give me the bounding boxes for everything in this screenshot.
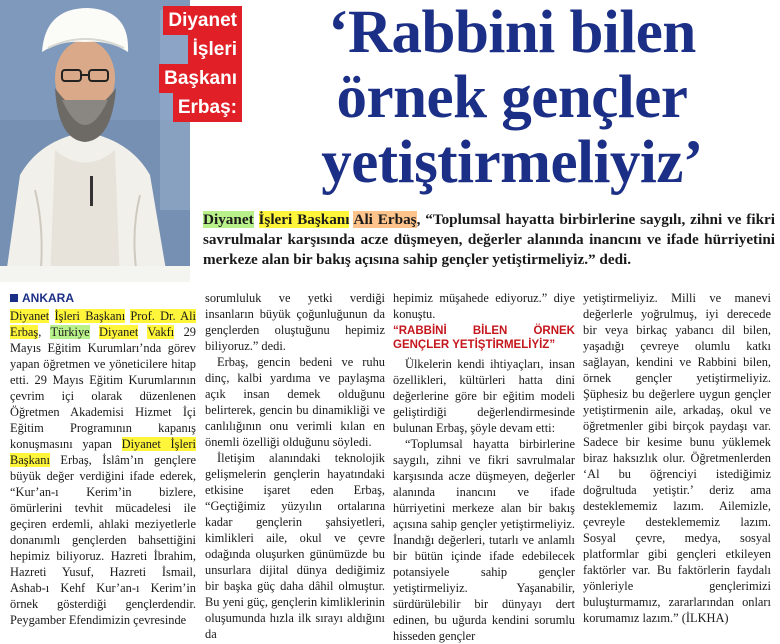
highlight-yellow: Vakfı [147,325,175,339]
kicker-line-2: İşleri [188,35,242,64]
column-1-paragraph: Diyanet İşleri Başkanı Prof. Dr. Ali Erbaş, Türkiye Diyanet Vakfı 29 Mayıs Eğitim Kurumları’nda görev yapan öğretmen ve yöneticilere hitap etti. 29 Mayıs Eğitim Kurumlarının çevrim içi olarak düzenlenen Öğretmen Akademisi Hizmet İçi Eğitim Programının kapanış konuşmasını yapan Diyanet İşleri Başkanı Erbaş, İslâm’ın gençlere büyük değer verdiğini ifade ederek, “Kur’an-ı Kerim’in bizlere, ömürlerini tevhit mücadelesi ile geçiren erdemli, ahlaki meziyetlerle donanımlı gençlerden bahsettiğini hepimiz biliyoruz. Hazreti İbrahim, Hazreti Yusuf, Hazreti İsmail, Ashab-ı Kehf Kur’an-ı Kerim’in örnek gösterdiği gençlerdendir. Peygamber Efendimizin çevresinde [10,309,196,627]
paragraph: “Toplumsal hayatta birbirlerine saygılı, zihni ve fikri savrulmalar karşısında acze düşmeyen, değerler alanında inancını ve ifade hürriyetini merkeze alan bir bakış açısına sahip gençler yetiştirmeliyiz. İnandığı değerleri, tutarlı ve anlamlı bir bütün içinde ifade edebilecek potansiyele sahip gençler yetiştirmeliyiz. Yaşanabilir, sürdürülebilir bir dünyayı dert edinen, bu uğurda kendini sorumlu hisseden gençler [393,437,575,643]
paragraph-text: Erbaş, İslâm’ın gençlere büyük değer verdiğini ifade ederek, “Kur’an-ı Kerim’in bizlere, ömürlerini tevhit mücadelesi ile geçiren erdemli, ahlaki meziyetlerle donanımlı gençlerden bahsettiğini hepimiz biliyoruz. Hazreti İbrahim, Hazreti Yusuf, Hazreti İsmail, Ashab-ı Kehf Kur’an-ı Kerim’in örnek gösterdiği gençlerdendir. Peygamber Efendimizin çevresinde [10,453,196,627]
highlight-yellow: Prof. Dr. Ali Erbaş [10,309,196,339]
highlight-yellow: Diyanet [10,309,50,323]
article-column-3 [393,290,575,644]
kicker-line-1: Diyanet [163,6,242,35]
square-bullet-icon [10,294,18,302]
highlight-green: Türkiye [50,325,90,339]
subheading: “RABBİNİ BİLEN ÖRNEK GENÇLER YETİŞTİRMELİYİZ” [393,325,575,351]
headline-line-2: örnek gençler [336,64,688,131]
dateline-text: ANKARA [22,291,74,305]
kicker-label [146,6,242,122]
paragraph: İletişim alanındaki teknolojik gelişmelerin gençlerin hayatındaki etkisine işaret eden Erbaş, “Geçtiğimiz yüzyılın ortalarına kadar gençlerin şahsiyetleri, kimlikleri aile, okul ve çevre odağında oluşurken günümüzde bu unsurlara dijital dünya dediğimiz bir başka güç daha dâhil olmuştur. Bu yeni güç, gençlerin kimliklerinin oluşumunda hızla ilk sırayı aldığını da [205,451,385,641]
summary-lead [203,210,775,270]
paragraph-text: 29 Mayıs Eğitim Kurumları’nda görev yapan öğretmen ve yöneticilere hitap etti. 29 Mayıs Eğitim Kurumlarının çevrim içi olarak düzenlenen Öğretmen Akademisi Hizmet İçi Eğitim Programının kapanış konuşmasını yapan [10,325,196,451]
highlight-green: Diyanet [203,211,254,228]
paragraph: sorumluluk ve yetki verdiği insanların büyük çoğunluğunun da gençlerden oluştuğunu hepimiz biliyoruz.” dedi. [205,291,385,353]
headline-line-1: ‘Rabbini bilen [328,0,696,66]
paragraph: hepimiz müşahede ediyoruz.” diye konuştu. [393,291,575,321]
paragraph: Erbaş, gencin bedeni ve ruhu dinç, kalbi yardıma ve paylaşma açık insan demek olduğunu belirterek, gencin bu dinamikliği ve canlılığının onu verimli kılan en önemli özelliği olduğunu söyledi. [205,355,385,449]
paragraph: Ülkelerin kendi ihtiyaçları, insan özellikleri, kültürleri hatta dini değerlerine göre bir eğitim modeli geliştirdiği değerlendirmesinde bulunan Erbaş, şöyle devam etti: [393,357,575,435]
kicker-line-4: Erbaş: [173,93,242,122]
article-column-1 [10,290,196,628]
highlight-yellow: Diyanet İşleri Başkanı [10,437,196,467]
headline-line-3: yetiştirmeliyiz’ [321,129,703,196]
article-column-2 [205,290,385,642]
highlight-yellow: İşleri Başkanı [258,211,350,228]
paragraph: yetiştirmeliyiz. Milli ve manevi değerlerle yoğrulmuş, iyi derecede bir veya birkaç yabancı dil bilen, yaşadığı çevreye olumlu katkı sağlayan, kendini ve Rabbini bilen, örnek gençler yetiştirmeliyiz. Şüphesiz bu değerlere uygun gençler yetiştirmenin aile, arkadaş, okul ve öğretmenler gibi birçok paydaşı var. Sadece bir kesime bunu yüklemek biraz haksızlık olur. Öğretmenlerden ‘Al bu öğrenciyi istediğimiz doğrultuda yetiştir.’ deriz ama desteklememiz lazım. Ailemizle, çevreyle desteklememiz lazım. Sosyal çevre, medya, sosyal platformlar gibi gençleri etkileyen faktörler var. Bu faktörlerin faydalı yönleriyle gençlerimizi buluşturmamız, zararlarından onları korumamız lazım.” (İLKHA) [583,291,771,625]
kicker-line-3: Başkanı [159,64,242,93]
highlight-orange: Ali Erbaş [353,211,417,228]
highlight-yellow: Diyanet [99,325,139,339]
dateline [10,290,196,306]
summary-text: , “Toplumsal hayatta birbirlerine saygılı, zihni ve fikri savrulmalar karşısında acze düşmeyen, değerler alanında inancını ve ifade hürriyetini merkeze alan bir bakış açısına sahip gençler yetiştirmeliyiz.” dedi. [203,211,775,268]
headline [247,0,777,195]
highlight-yellow: İşleri Başkanı [54,309,126,323]
article-column-4 [583,290,771,626]
